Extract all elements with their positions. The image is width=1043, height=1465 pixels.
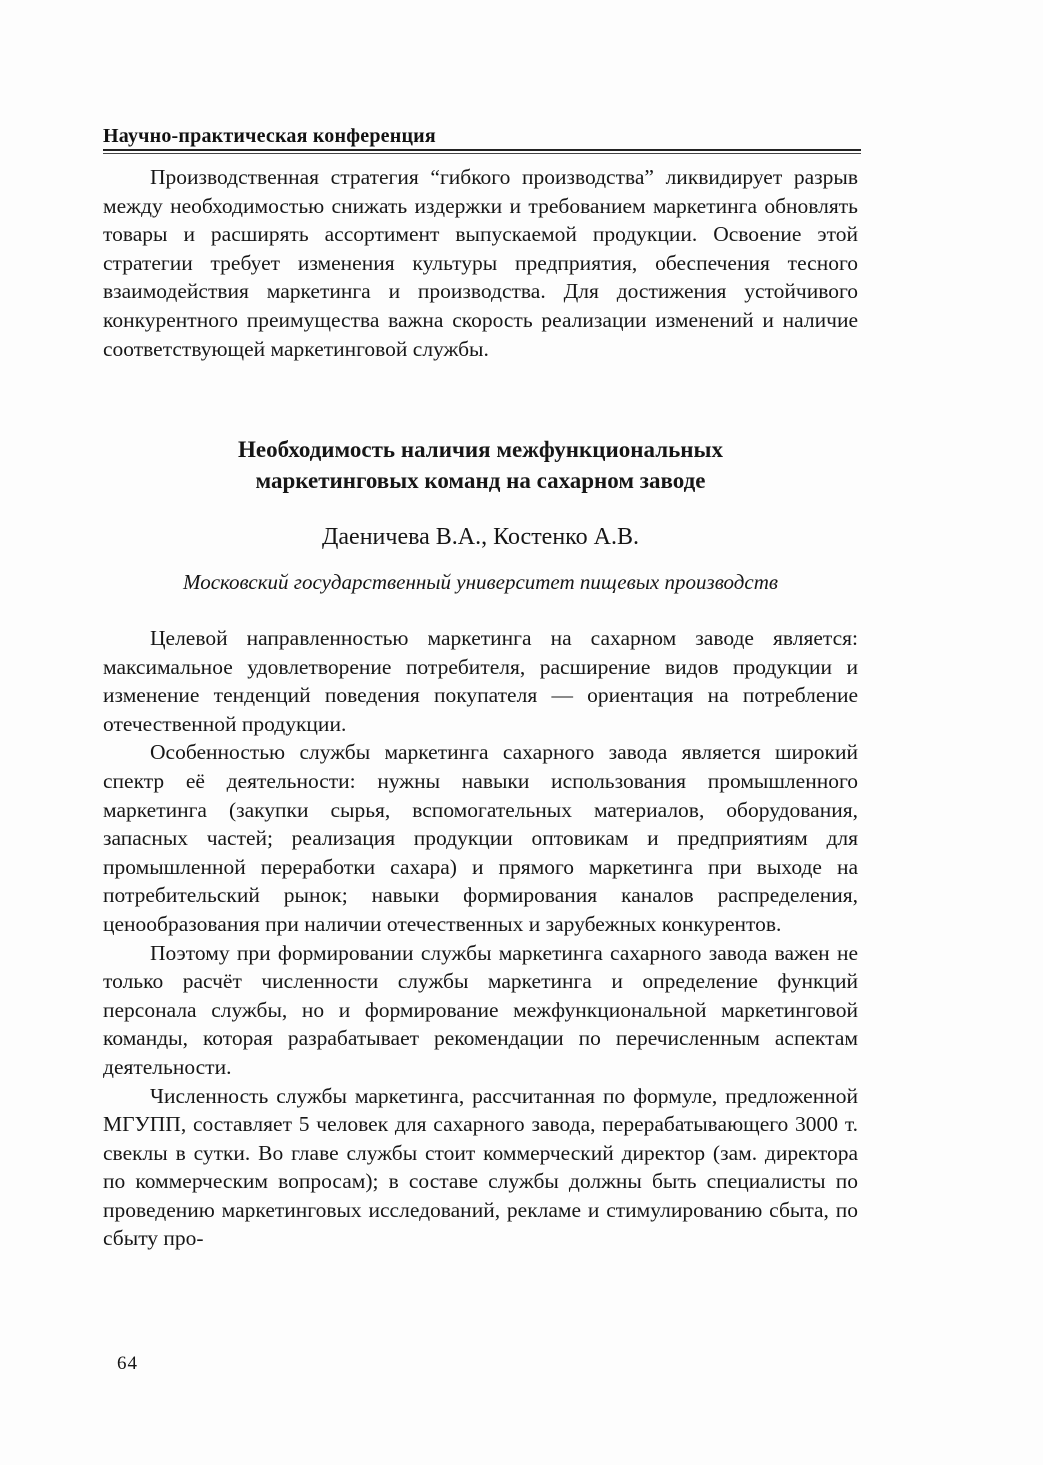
article-authors: Даеничева В.А., Костенко А.В. <box>322 524 639 550</box>
article-body <box>103 624 858 1253</box>
running-header-title: Научно-практическая конференция <box>103 125 436 147</box>
article-title-line-1: Необходимость наличия межфункциональных <box>237 437 723 462</box>
article-paragraph-2: Особенностью службы маркетинга сахарного завода является широкий спектр её деятельности: нужны навыки использования промышленного маркетинга (закупки сырья, вспомогательных материалов, оборудования, запасных частей; реализация продукции оптовикам и предприятиям для промышленной переработки сахара) и прямого маркетинга при выходе на потребительский рынок; навыки формирования каналов распределения, ценообразования при наличии отечественных и зарубежных конкурентов. <box>103 740 858 936</box>
page-number: 64 <box>117 1353 138 1374</box>
article-paragraph-1: Целевой направленностью маркетинга на сахарном заводе является: максимальное удовлетворение потребителя, расширение видов продукции и изменение тенденций поведения покупателя — ориентация на потребление отечественной продукции. <box>103 626 858 736</box>
article-title-line-2: маркетинговых команд на сахарном заводе <box>255 468 706 493</box>
article-title <box>103 434 858 496</box>
intro-section <box>103 163 858 363</box>
intro-paragraph: Производственная стратегия “гибкого производства” ликвидирует разрыв между необходимостью снижать издержки и требованием маркетинга обновлять товары и расширять ассортимент выпускаемой продукции. Освоение этой стратегии требует изменения культуры предприятия, обеспечения тесного взаимодействия маркетинга и производства. Для достижения устойчивого конкурентного преимущества важна скорость реализации изменений и наличие соответствующей маркетинговой службы. <box>103 165 858 361</box>
header-rule-secondary <box>103 153 861 154</box>
article-paragraph-4: Численность службы маркетинга, рассчитанная по формуле, предложенной МГУПП, составляет 5 человек для сахарного завода, перерабатывающего 3000 т. свеклы в сутки. Во главе службы стоит коммерческий директор (зам. директора по коммерческим вопросам); в составе службы должны быть специалисты по проведению маркетинговых исследований, рекламе и стимулированию сбыта, по сбыту про- <box>103 1083 858 1251</box>
article-paragraph-3: Поэтому при формировании службы маркетинга сахарного завода важен не только расчёт численности службы маркетинга и определение функций персонала службы, но и формирование межфункциональной маркетинговой команды, которая разрабатывает рекомендации по перечисленным аспектам деятельности. <box>103 940 858 1079</box>
running-header <box>103 124 863 148</box>
article-affiliation: Московский государственный университет пищевых производств <box>183 570 778 594</box>
header-rule <box>103 149 861 151</box>
